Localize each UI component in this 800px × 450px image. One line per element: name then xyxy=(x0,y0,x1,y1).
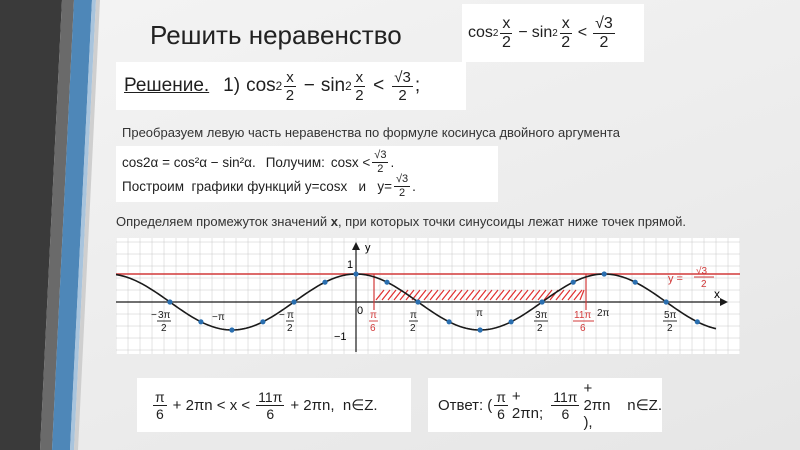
curve-point xyxy=(291,299,296,304)
svg-text:6: 6 xyxy=(370,323,376,334)
svg-text:2: 2 xyxy=(667,323,673,334)
svg-text:y =: y = xyxy=(668,273,683,285)
curve-point xyxy=(353,271,358,276)
curve-point xyxy=(415,299,420,304)
tick-5pi2: 5π xyxy=(664,310,677,321)
tick-pi2: π xyxy=(410,310,417,321)
tick-m3pi2: − xyxy=(151,310,157,321)
curve-point xyxy=(260,319,265,324)
tick-11pi6: 11π xyxy=(574,310,592,321)
tick-pi6: π xyxy=(370,310,377,321)
interval-caption: Определяем промежуток значений x, при которых точки синусоиды лежат ниже точек прямой. xyxy=(116,214,686,229)
curve-point xyxy=(198,319,203,324)
tick-3pi2: 3π xyxy=(535,310,548,321)
solution-block: Решение. 1) cos 2 $\frac{x}{2}$ − sin 2 $\frac{x}{2}$ < $\frac{√3}{2}$ ; xyxy=(116,62,466,110)
page-title: Решить неравенство xyxy=(150,20,402,50)
x-axis-label: x xyxy=(714,287,720,301)
curve-point xyxy=(509,319,514,324)
tick-mpi2: − xyxy=(279,310,285,321)
tick-mpi: −π xyxy=(212,312,225,323)
curve-point xyxy=(229,327,234,332)
svg-text:6: 6 xyxy=(580,323,586,334)
y-axis-label: y xyxy=(365,242,371,254)
curve-point xyxy=(167,299,172,304)
svg-text:√3: √3 xyxy=(696,266,708,277)
svg-text:2: 2 xyxy=(287,323,293,334)
tick-2pi: 2π xyxy=(597,308,610,319)
svg-text:2: 2 xyxy=(161,323,167,334)
curve-point xyxy=(447,319,452,324)
inequality-solution: $\frac{\pi}{6}$ + 2πn < x < $\frac{11\pi}{6}$ + 2πn, n∈Z. xyxy=(137,378,411,432)
y-minus-one-label: −1 xyxy=(334,331,347,343)
curve-point xyxy=(695,319,700,324)
svg-text:2: 2 xyxy=(410,323,416,334)
answer-label: Ответ: xyxy=(438,396,484,414)
solution-label: Решение. xyxy=(124,75,210,96)
header-formula: cos 2 $\frac{x}{2}$ − sin 2 $\frac{x}{2}$ < $\frac{√3}{2}$ xyxy=(462,4,644,62)
cosine-graph xyxy=(116,238,740,354)
y-one-label: 1 xyxy=(347,259,354,271)
curve-point xyxy=(602,271,607,276)
origin-label: 0 xyxy=(357,305,364,317)
curve-point xyxy=(478,327,483,332)
svg-text:2: 2 xyxy=(537,323,543,334)
svg-text:2: 2 xyxy=(701,279,707,290)
svg-text:π: π xyxy=(287,310,294,321)
curve-point xyxy=(664,299,669,304)
transform-caption: Преобразуем левую часть неравенства по формуле косинуса двойного аргумента xyxy=(122,125,620,140)
curve-point xyxy=(322,280,327,285)
curve-point xyxy=(633,280,638,285)
identity-block: cos2α = cos²α − sin²α. Получим: cosx < $\frac{√3}{2}$ . Построим графики функций у=cosx и у= $\frac{√3}{2}$ . xyxy=(116,146,498,202)
curve-point xyxy=(540,299,545,304)
answer-block: Ответ: ( $\frac{\pi}{6}$ + 2πn; $\frac{11\pi}{6}$ + 2πn ), n∈Z. xyxy=(428,378,662,432)
curve-point xyxy=(571,280,576,285)
svg-text:3π: 3π xyxy=(158,310,171,321)
curve-point xyxy=(384,280,389,285)
tick-pi: π xyxy=(476,308,483,319)
